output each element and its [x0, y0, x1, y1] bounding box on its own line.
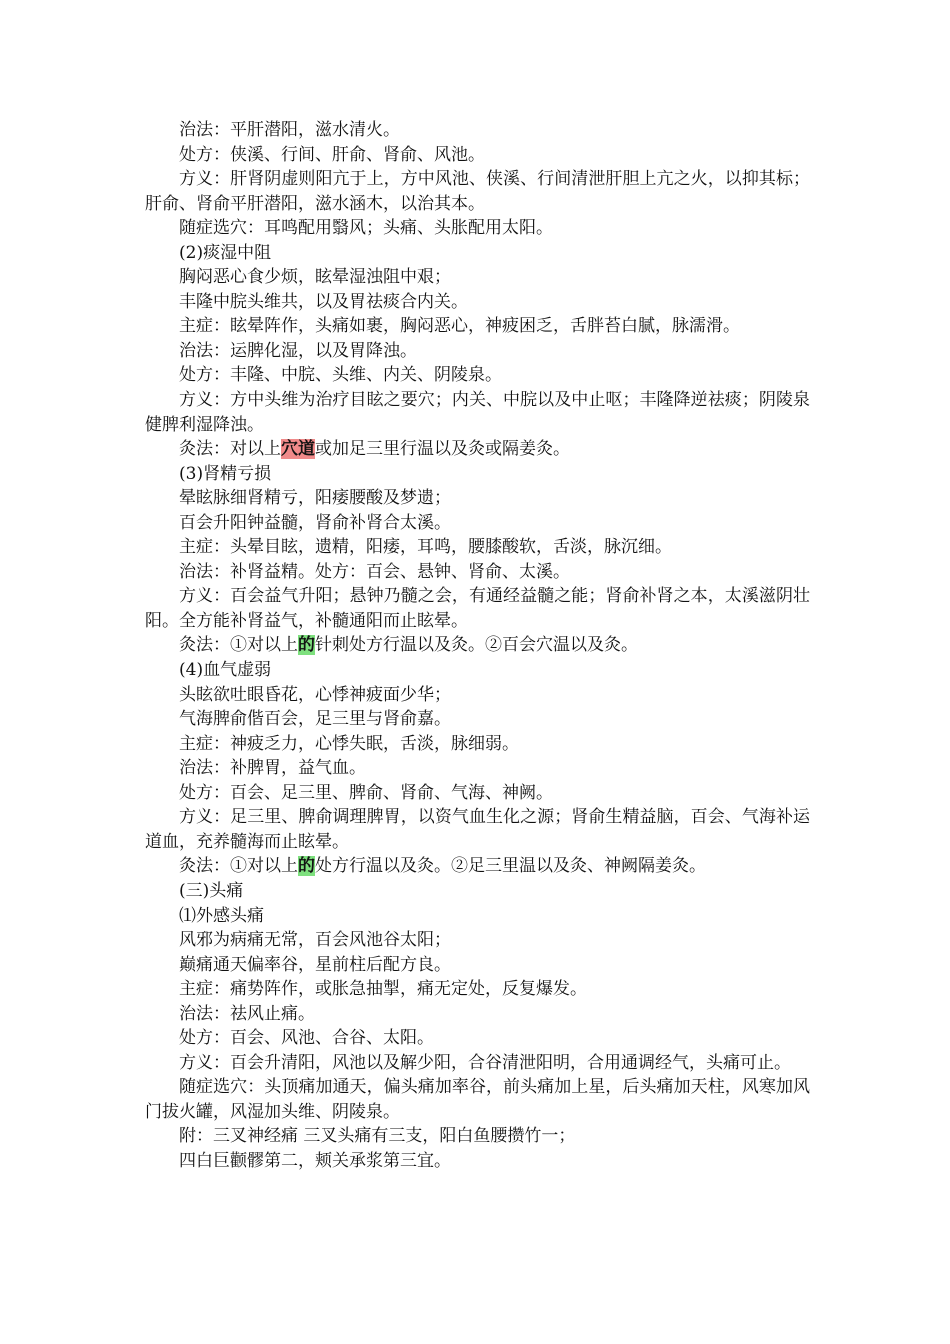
text-run: 或加足三里行温以及灸或隔姜灸。 [315, 439, 570, 460]
paragraph: 方义：足三里、脾俞调理脾胃，以资气血生化之源；肾俞生精益脑，百会、气海补运道血，充养髓海而止眩晕。 [145, 807, 810, 852]
paragraph: 主症：头晕目眩，遗精，阳痿，耳鸣，腰膝酸软，舌淡，脉沉细。 [179, 537, 672, 558]
text-run: 灸法：①对以上 [179, 635, 298, 656]
paragraph: 治法：祛风止痛。 [179, 1003, 315, 1024]
paragraph [145, 633, 810, 658]
paragraph: 主症：神疲乏力，心悸失眠，舌淡，脉细弱。 [179, 733, 519, 754]
section-heading: (2)痰湿中阻 [179, 242, 272, 263]
verse-line: 巅痛通天偏率谷，星前柱后配方良。 [179, 954, 451, 975]
section-heading: (三)头痛 [179, 880, 244, 901]
paragraph: 治法：补肾益精。处方：百会、悬钟、肾俞、太溪。 [179, 561, 570, 582]
verse-line: 附：三叉神经痛 三叉头痛有三支，阳白鱼腰攒竹一； [179, 1126, 576, 1147]
paragraph: 方义：肝肾阴虚则阳亢于上，方中风池、侠溪、行间清泄肝胆上亢之火，以抑其标；肝俞、肾俞平肝潜阳，滋水涵木，以治其本。 [145, 169, 810, 214]
paragraph: 随症选穴：耳鸣配用翳风；头痛、头胀配用太阳。 [179, 218, 553, 239]
section-heading: (4)血气虚弱 [179, 660, 272, 681]
paragraph: 治法：平肝潜阳，滋水清火。 [179, 120, 400, 140]
verse-line: 百会升阳钟益髓，肾俞补肾合太溪。 [179, 512, 451, 533]
verse-line: 风邪为病痛无常，百会风池谷太阳； [179, 930, 451, 951]
highlighted-keyword: 的 [298, 856, 315, 877]
paragraph [145, 854, 810, 879]
section-heading: ⑴外感头痛 [179, 905, 264, 926]
section-heading: (3)肾精亏损 [179, 463, 272, 484]
text-run: 灸法：①对以上 [179, 856, 298, 877]
paragraph: 主症：痛势阵作，或胀急抽掣，痛无定处，反复爆发。 [179, 979, 587, 1000]
verse-line: 丰隆中脘头维共，以及胃祛痰合内关。 [179, 291, 468, 312]
paragraph: 治法：运脾化湿，以及胃降浊。 [179, 340, 417, 361]
verse-line: 头眩欲吐眼昏花，心悸神疲面少华； [179, 684, 451, 705]
verse-line: 晕眩脉细肾精亏，阳痿腰酸及梦遗； [179, 488, 451, 509]
paragraph: 处方：侠溪、行间、肝俞、肾俞、风池。 [179, 144, 485, 165]
paragraph [145, 437, 810, 462]
text-run: 针刺处方行温以及灸。②百会穴温以及灸。 [315, 635, 638, 656]
verse-line: 气海脾俞偕百会，足三里与肾俞嘉。 [179, 709, 451, 730]
paragraph: 处方：丰隆、中脘、头维、内关、阴陵泉。 [179, 365, 502, 386]
paragraph: 方义：百会益气升阳；悬钟乃髓之会，有通经益髓之能；肾俞补肾之本，太溪滋阴壮阳。全方能补肾益气，补髓通阳而止眩晕。 [145, 586, 810, 631]
paragraph: 随症选穴：头顶痛加通天，偏头痛加率谷，前头痛加上星，后头痛加天柱，风寒加风门拔火罐，风湿加头维、阴陵泉。 [145, 1077, 810, 1122]
text-run: 处方行温以及灸。②足三里温以及灸、神阙隔姜灸。 [315, 856, 706, 877]
verse-line: 四白巨颧髎第二，颊关承浆第三宜。 [179, 1150, 451, 1171]
paragraph: 方义：方中头维为治疗目眩之要穴；内关、中脘以及中止呕；丰隆降逆祛痰；阴陵泉健脾利湿降浊。 [145, 390, 810, 435]
highlighted-keyword: 的 [298, 635, 315, 656]
paragraph: 处方：百会、风池、合谷、太阳。 [179, 1028, 434, 1049]
highlighted-keyword: 穴道 [281, 439, 315, 460]
document-page [145, 118, 810, 1174]
paragraph: 方义：百会升清阳，风池以及解少阳，合谷清泄阳明，合用通调经气，头痛可止。 [179, 1052, 791, 1073]
verse-line: 胸闷恶心食少烦，眩晕湿浊阻中艰； [179, 267, 451, 288]
paragraph: 主症：眩晕阵作，头痛如裹，胸闷恶心，神疲困乏，舌胖苔白腻，脉濡滑。 [179, 316, 740, 337]
text-run: 灸法：对以上 [179, 439, 281, 460]
paragraph: 治法：补脾胃，益气血。 [179, 758, 366, 779]
paragraph: 处方：百会、足三里、脾俞、肾俞、气海、神阙。 [179, 782, 553, 803]
